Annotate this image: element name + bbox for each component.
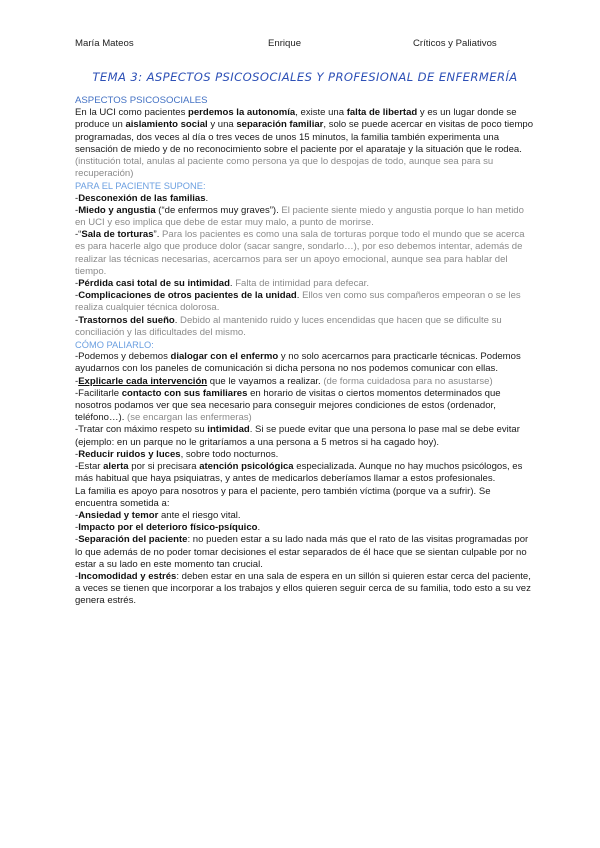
header-author: María Mateos (75, 38, 134, 49)
page-header (75, 38, 532, 52)
list-item: -Estar alerta por si precisara atención psicológica especializada. Aunque no hay muchos psicólogos, es más habitual que haya psiquiatras, y antes de medicarlos deberíamos llamar a estos profesionales. (75, 461, 523, 485)
list-item: -Pérdida casi total de su intimidad. Falta de intimidad para defecar. (75, 278, 369, 290)
list-item: -Incomodidad y estrés: deben estar en una sala de espera en un sillón si quieren estar cerca del paciente, a veces se tienen que incorporar a los trabajos y ellos quieren seguir cerca de su familia, todo esto a su vez genera estrés. (75, 570, 531, 607)
intro-note: (institución total, anulas al paciente como persona ya que lo despojas de todo, aunque sea para su recuperación) (75, 156, 494, 180)
list-item: -Trastornos del sueño. Debido al mantenido ruido y luces encendidas que hacen que se dificulte su conciliación y las dificultades del mismo. (75, 314, 502, 338)
document-title: TEMA 3: ASPECTOS PSICOSOCIALES Y PROFESIONAL DE ENFERMERÍA (92, 70, 518, 84)
list-item: -Separación del paciente: no pueden estar a su lado nada más que el rato de las visitas programadas por lo que además de no poder tomar decisiones el estar separados de él hace que se sientan culpable por no estar a su lado en este momento tan crucial. (75, 534, 529, 570)
header-teacher: Enrique (268, 38, 302, 49)
list-item: -Desconexión de las familias. (75, 192, 209, 204)
list-item: -Facilitarle contacto con sus familiares en horario de visitas o ciertos momentos determinados que nosotros podamos ver que sea necesario para conseguir mejores condiciones de estos (ordenador, teléfono…). (se encargan las enfermeras) (75, 387, 501, 424)
intro-paragraph: En la UCI como pacientes perdemos la autonomía, existe una falta de libertad y es un lugar donde se produce un aislamiento social y una separación familiar, solo se puede acercar en visitas de poco tiempo programadas, dos veces al día o tres veces de unos 15 minutos, la familia también experimenta una sensación de miedo y de no reconocimiento sobre el paciente por el aparataje y la situación que le rodea. (75, 107, 534, 155)
header-subject: Críticos y Paliativos (413, 38, 497, 49)
list-item: -Impacto por el deterioro físico-psíquico. (75, 522, 261, 534)
list-item: -Complicaciones de otros pacientes de la unidad. Ellos ven como sus compañeros empeoran o se les realiza cualquier técnica dolorosa. (75, 290, 521, 314)
palliate-heading: CÓMO PALIARLO: (75, 340, 154, 351)
list-item: -Miedo y angustia (“de enfermos muy graves”). El paciente siente miedo y angustia porque lo han metido en UCI y eso implica que debe de estar muy malo, a punto de morirse. (75, 204, 524, 229)
list-item: -Podemos y debemos dialogar con el enfermo y no solo acercarnos para practicarle técnicas. Podemos ayudarnos con los paneles de comunicación si dicha persona no nos podemos comunicar con ellas. (75, 351, 521, 375)
list-item: -“Sala de torturas”. Para los pacientes es como una sala de torturas porque todo el mundo que se acerca es para hacerle algo que produce dolor (sacar sangre, sondarlo…), por eso debemos intentar, además de realizar las técnicas necesarias, acercarnos para ser un apoyo emocional, aunque sea para hablar del tiempo. (75, 229, 525, 277)
list-item: -Reducir ruidos y luces, sobre todo nocturnos. (75, 448, 279, 460)
family-intro: La familia es apoyo para nosotros y para el paciente, pero también víctima (porque va a sufrir). Se encuentra sometida a: (75, 485, 491, 509)
patient-heading: PARA EL PACIENTE SUPONE: (75, 181, 206, 192)
document-body (75, 95, 533, 608)
list-item: -Tratar con máximo respeto su intimidad. Si se puede evitar que una persona lo pase mal se debe evitar (ejemplo: en un parque no le gritaríamos a una persona a 5 metros si ha cagado hoy). (75, 424, 520, 448)
section-heading: ASPECTOS PSICOSOCIALES (75, 95, 208, 106)
list-item: -Ansiedad y temor ante el riesgo vital. (75, 509, 241, 521)
list-item: -Explicarle cada intervención que le vayamos a realizar. (de forma cuidadosa para no asustarse) (75, 375, 493, 387)
